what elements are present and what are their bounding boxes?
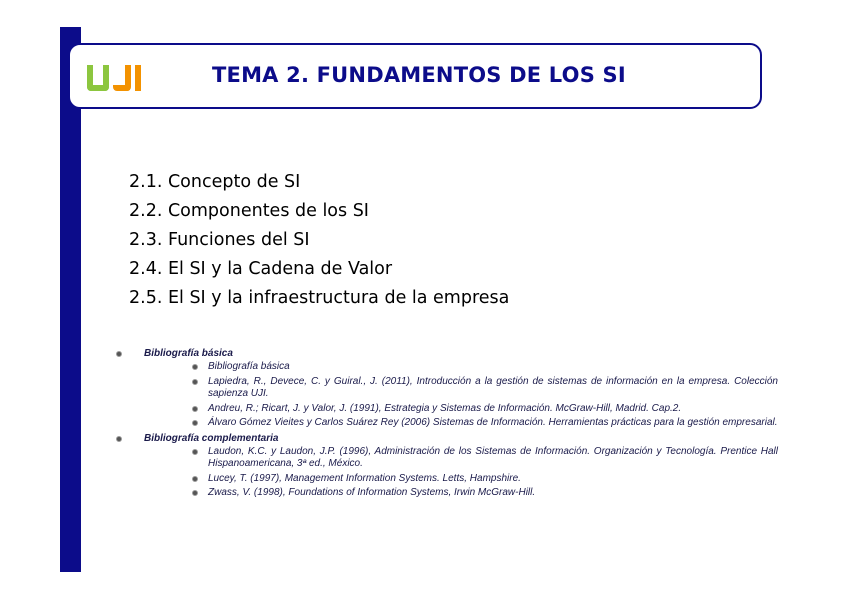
uji-logo [87, 63, 141, 91]
bullet-icon [192, 476, 198, 482]
reference-item: Lapiedra, R., Devece, C. y Guiral., J. (2011), Introducción a la gestión de sistemas de información en la empresa. Colección sapienza UJI. [108, 376, 778, 401]
bullet-icon [192, 364, 198, 370]
logo-letter-j [113, 65, 131, 91]
bullet-icon [192, 449, 198, 455]
topic-item: 2.3. Funciones del SI [129, 230, 310, 250]
topic-item: 2.4. El SI y la Cadena de Valor [129, 259, 393, 279]
bullet-icon [116, 351, 122, 357]
reference-item: Álvaro Gómez Vieites y Carlos Suárez Rey (2006) Sistemas de Información. Herramientas prácticas para la gestión empresarial. [108, 417, 778, 430]
topic-item: 2.5. El SI y la infraestructura de la empresa [129, 288, 510, 308]
page-title: TEMA 2. FUNDAMENTOS DE LOS SI [212, 63, 626, 87]
bibliography-basic-heading: Bibliografía básica [108, 347, 778, 361]
bullet-icon [192, 379, 198, 385]
bullet-icon [116, 436, 122, 442]
logo-letter-u [87, 65, 109, 91]
bullet-icon [192, 490, 198, 496]
topic-list [129, 168, 509, 313]
reference-item: Laudon, K.C. y Laudon, J.P. (1996), Administración de los Sistemas de Información. Organización y Tecnología. Prentice Hall Hispanoamericana, 3ª ed., México. [108, 446, 778, 471]
topic-item: 2.2. Componentes de los SI [129, 201, 369, 221]
reference-item: Lucey, T. (1997), Management Information Systems. Letts, Hampshire. [108, 473, 778, 486]
reference-item: Zwass, V. (1998), Foundations of Information Systems, Irwin McGraw-Hill. [108, 487, 778, 500]
bibliography-complementary-heading: Bibliografía complementaria [108, 432, 778, 446]
logo-letter-i [135, 65, 141, 91]
reference-item: Bibliografía básica [108, 361, 778, 374]
bullet-icon [192, 406, 198, 412]
bullet-icon [192, 420, 198, 426]
topic-item: 2.1. Concepto de SI [129, 172, 301, 192]
reference-item: Andreu, R.; Ricart, J. y Valor, J. (1991), Estrategia y Sistemas de Información. McGraw-Hill, Madrid. Cap.2. [108, 403, 778, 416]
bibliography [108, 347, 778, 502]
